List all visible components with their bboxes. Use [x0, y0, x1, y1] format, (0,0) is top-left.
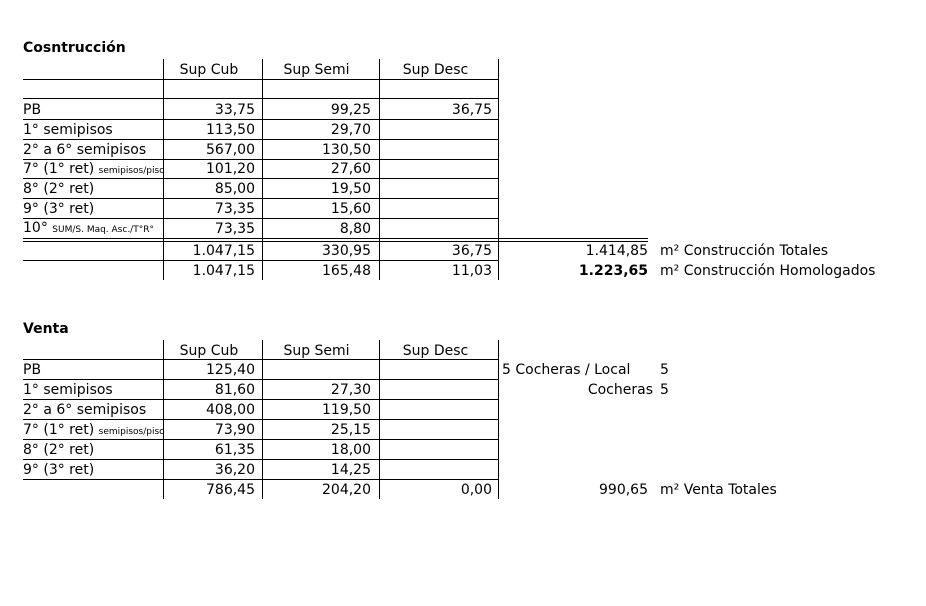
cell-cub: 113,50: [206, 122, 255, 138]
header-sup-semi: Sup Semi: [283, 343, 350, 359]
grid-line: [262, 59, 263, 280]
total-construccion: 1.414,85: [585, 243, 648, 259]
row-label: 1° semipisos: [23, 382, 113, 398]
venta-total-desc: 0,00: [460, 482, 492, 498]
row-label: 2° a 6° semipisos: [23, 142, 147, 158]
cell-semi: 25,15: [330, 422, 371, 438]
venta-total: 990,65: [599, 482, 648, 498]
total-homologados: 1.223,65: [578, 263, 648, 279]
row-label: 2° a 6° semipisos: [23, 402, 147, 418]
grid-line: [163, 59, 164, 280]
grid-line: [498, 340, 499, 499]
row-label: 7° (1° ret) semipisos/piso: [23, 161, 165, 177]
grid-line: [23, 359, 498, 360]
grid-line: [163, 340, 164, 499]
grid-line: [23, 218, 498, 219]
grid-line: [23, 399, 498, 400]
grid-line: [23, 119, 498, 120]
cocheras-local-label: 5 Cocheras / Local: [502, 362, 631, 378]
grid-line: [23, 139, 498, 140]
grid-line: [23, 238, 648, 239]
cell-semi: 119,50: [322, 402, 371, 418]
header-sup-desc: Sup Desc: [402, 62, 469, 78]
homologado-cub: 1.047,15: [192, 263, 255, 279]
total-cub: 1.047,15: [192, 243, 255, 259]
cocheras-value: 5: [660, 382, 669, 398]
cell-cub: 85,00: [214, 181, 255, 197]
cell-cub: 81,60: [214, 382, 255, 398]
total-construccion-label: m² Construcción Totales: [660, 243, 829, 259]
grid-line: [23, 79, 498, 80]
cell-semi: 27,60: [330, 161, 371, 177]
header-sup-cub: Sup Cub: [179, 62, 239, 78]
row-label: PB: [23, 362, 42, 378]
cell-cub: 101,20: [206, 161, 255, 177]
cell-cub: 73,35: [214, 221, 255, 237]
row-label: 10° SUM/S. Maq. Asc./T°R°: [23, 220, 154, 236]
cell-cub: 33,75: [214, 102, 255, 118]
grid-line: [23, 178, 498, 179]
cell-semi: 14,25: [330, 462, 371, 478]
grid-line: [23, 159, 498, 160]
cocheras-label: Cocheras: [587, 382, 653, 398]
grid-line: [23, 459, 498, 460]
cell-semi: 8,80: [339, 221, 371, 237]
header-sup-cub: Sup Cub: [179, 343, 239, 359]
cell-semi: 27,30: [330, 382, 371, 398]
cell-cub: 408,00: [206, 402, 255, 418]
grid-line: [23, 479, 498, 480]
grid-line: [23, 439, 498, 440]
cell-cub: 61,35: [214, 442, 255, 458]
cell-semi: 19,50: [330, 181, 371, 197]
row-label: 9° (3° ret): [23, 462, 95, 478]
row-label: 8° (2° ret): [23, 442, 95, 458]
homologado-semi: 165,48: [322, 263, 371, 279]
venta-total-semi: 204,20: [322, 482, 371, 498]
grid-line: [23, 241, 648, 242]
grid-line: [262, 340, 263, 499]
grid-line: [23, 379, 498, 380]
row-label: PB: [23, 102, 42, 118]
construccion-title: Cosntrucción: [23, 40, 126, 56]
cell-cub: 125,40: [206, 362, 255, 378]
row-label: 1° semipisos: [23, 122, 113, 138]
header-sup-semi: Sup Semi: [283, 62, 350, 78]
venta-total-cub: 786,45: [206, 482, 255, 498]
cell-cub: 36,20: [214, 462, 255, 478]
cell-cub: 567,00: [206, 142, 255, 158]
venta-title: Venta: [23, 321, 69, 337]
grid-line: [23, 260, 498, 261]
grid-line: [498, 59, 499, 280]
grid-line: [23, 198, 498, 199]
cocheras-local-value: 5: [660, 362, 669, 378]
venta-total-label: m² Venta Totales: [660, 482, 777, 498]
homologado-desc: 11,03: [451, 263, 492, 279]
cell-semi: 29,70: [330, 122, 371, 138]
total-homologados-label: m² Construcción Homologados: [660, 263, 876, 279]
cell-semi: 18,00: [330, 442, 371, 458]
grid-line: [23, 419, 498, 420]
row-label: 7° (1° ret) semipisos/piso: [23, 422, 165, 438]
header-sup-desc: Sup Desc: [402, 343, 469, 359]
row-label: 9° (3° ret): [23, 201, 95, 217]
cell-cub: 73,35: [214, 201, 255, 217]
cell-semi: 99,25: [330, 102, 371, 118]
row-label: 8° (2° ret): [23, 181, 95, 197]
grid-line: [379, 340, 380, 499]
cell-semi: 15,60: [330, 201, 371, 217]
grid-line: [23, 98, 498, 99]
cell-desc: 36,75: [451, 102, 492, 118]
total-desc: 36,75: [451, 243, 492, 259]
cell-cub: 73,90: [214, 422, 255, 438]
total-semi: 330,95: [322, 243, 371, 259]
cell-semi: 130,50: [322, 142, 371, 158]
grid-line: [379, 59, 380, 280]
